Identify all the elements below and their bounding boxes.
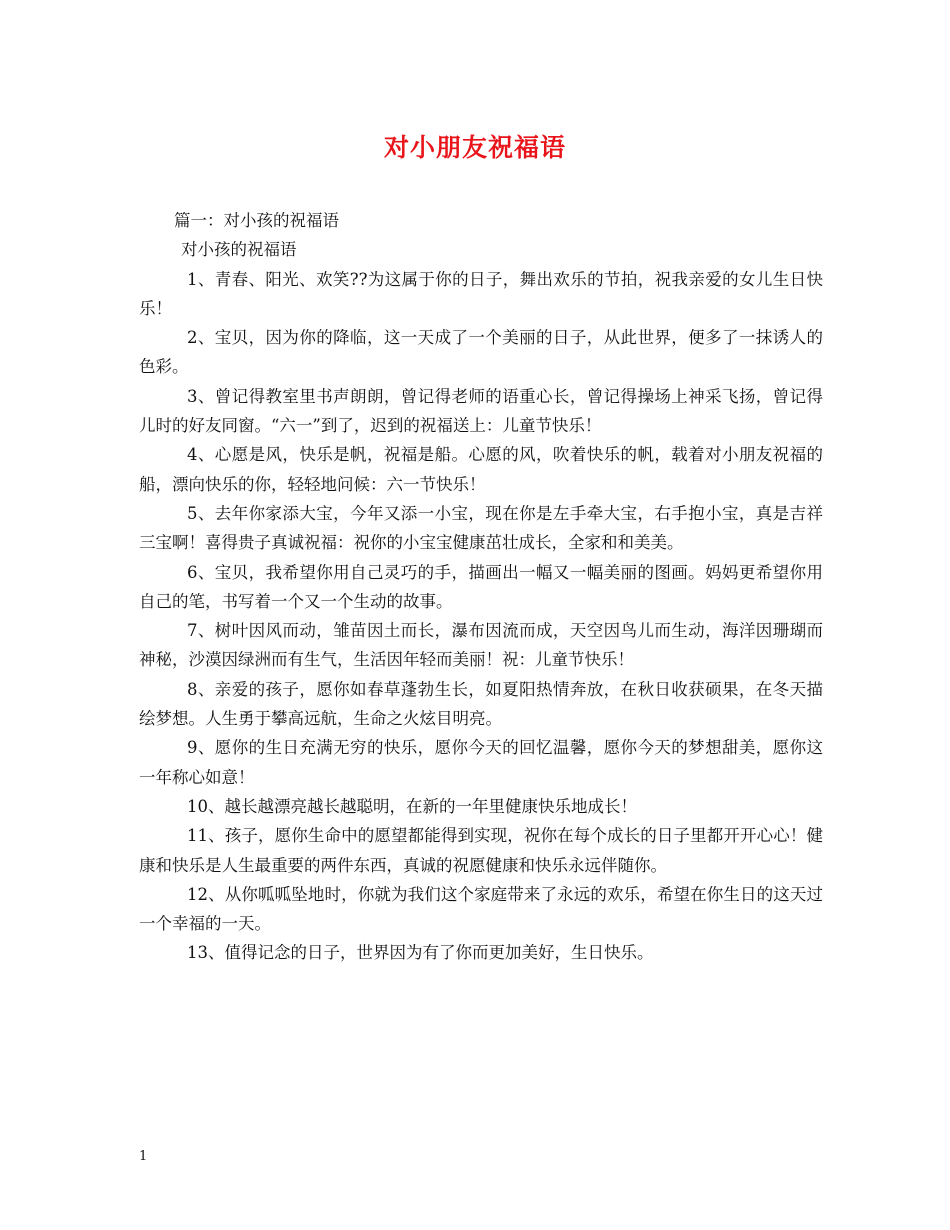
blessing-item-3: 3、曾记得教室里书声朗朗，曾记得老师的语重心长，曾记得操场上神采飞扬，曾记得儿时的好友同窗。“六一”到了，迟到的祝福送上：儿童节快乐！ — [139, 386, 823, 436]
sub-heading: 对小孩的祝福语 — [181, 240, 297, 260]
blessing-item-8: 8、亲爱的孩子，愿你如春草蓬勃生长，如夏阳热情奔放，在秋日收获硕果，在冬天描绘梦想。人生勇于攀高远航，生命之火炫目明亮。 — [139, 679, 823, 729]
blessing-item-4: 4、心愿是风，快乐是帆，祝福是船。心愿的风，吹着快乐的帆，载着对小朋友祝福的船，漂向快乐的你，轻轻地问候：六一节快乐！ — [139, 445, 823, 494]
document-title: 对小朋友祝福语 — [383, 133, 566, 162]
blessing-item-9: 9、愿你的生日充满无穷的快乐，愿你今天的回忆温馨，愿你今天的梦想甜美，愿你这一年称心如意！ — [139, 738, 823, 787]
blessing-item-5: 5、去年你家添大宝，今年又添一小宝，现在你是左手牵大宝，右手抱小宝，真是吉祥三宝啊！喜得贵子真诚祝福：祝你的小宝宝健康茁壮成长，全家和和美美。 — [139, 503, 823, 553]
blessing-item-2: 2、宝贝，因为你的降临，这一天成了一个美丽的日子，从此世界，便多了一抹诱人的色彩。 — [139, 328, 823, 377]
document-body — [139, 206, 823, 968]
blessing-item-12: 12、从你呱呱坠地时，你就为我们这个家庭带来了永远的欢乐，希望在你生日的这天过一个幸福的一天。 — [139, 884, 823, 934]
page-number: 1 — [139, 1149, 148, 1164]
blessing-item-10: 10、越长越漂亮越长越聪明，在新的一年里健康快乐地成长！ — [187, 796, 637, 816]
section-heading: 篇一：对小孩的祝福语 — [174, 211, 339, 230]
blessing-item-6: 6、宝贝，我希望你用自己灵巧的手，描画出一幅又一幅美丽的图画。妈妈更希望你用自己的笔，书写着一个又一个生动的故事。 — [139, 562, 823, 611]
blessing-item-11: 11、孩子，愿你生命中的愿望都能得到实现，祝你在每个成长的日子里都开开心心！健康和快乐是人生最重要的两件东西，真诚的祝愿健康和快乐永远伴随你。 — [139, 826, 823, 875]
blessing-item-7: 7、树叶因风而动，雏苗因土而长，瀑布因流而成，天空因鸟儿而生动，海洋因珊瑚而神秘，沙漠因绿洲而有生气，生活因年轻而美丽！祝：儿童节快乐！ — [139, 621, 823, 670]
blessing-item-13: 13、值得记念的日子，世界因为有了你而更加美好，生日快乐。 — [187, 943, 654, 963]
blessing-item-1: 1、青春、阳光、欢笑??为这属于你的日子，舞出欢乐的节拍，祝我亲爱的女儿生日快乐！ — [139, 269, 823, 318]
